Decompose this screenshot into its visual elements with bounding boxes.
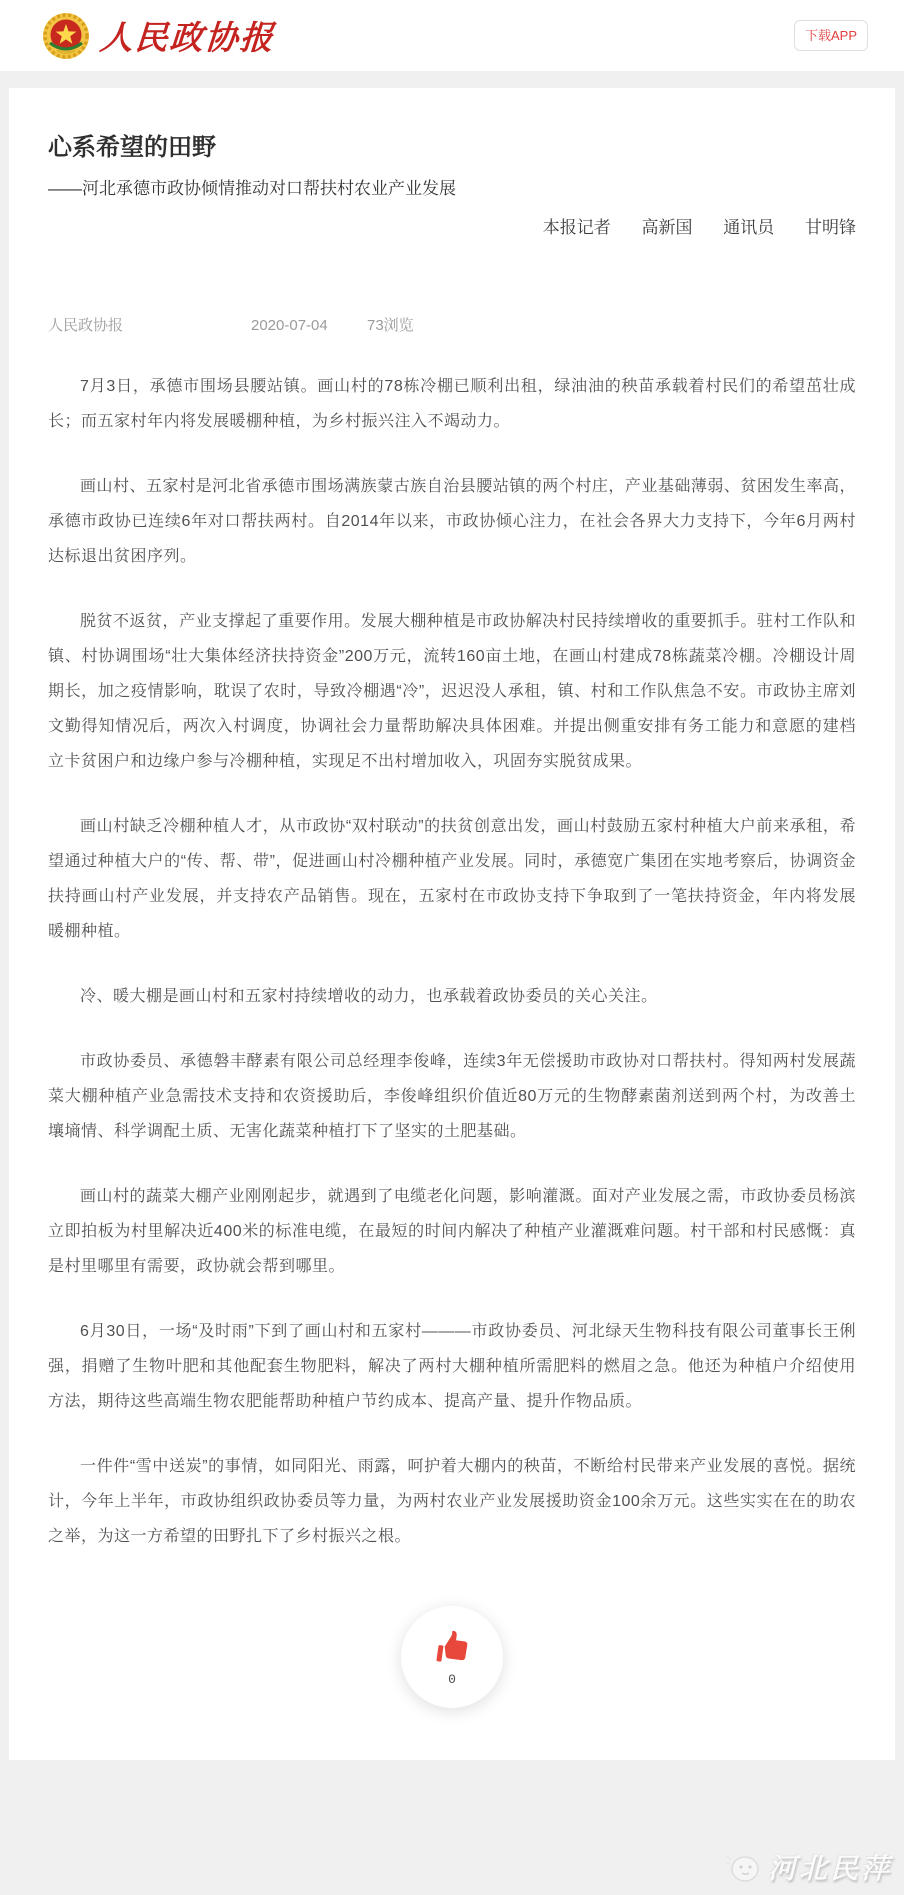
paragraph: 一件件“雪中送炭”的事情，如同阳光、雨露，呵护着大棚内的秧苗，不断给村民带来产业发展的喜悦。据统计，今年上半年，市政协组织政协委员等力量，为两村农业产业发展援助资金100余万元。这些实实在在的助农之举，为这一方希望的田野扎下了乡村振兴之根。 (48, 1458, 856, 1546)
paragraph: 市政协委员、承德磐丰酵素有限公司总经理李俊峰，连续3年无偿援助市政协对口帮扶村。得知两村发展蔬菜大棚种植产业急需技术支持和农资援助后，李俊峰组织价值近80万元的生物酵素菌剂送到两个村，为改善土壤墒情、科学调配土质、无害化蔬菜种植打下了坚实的土肥基础。 (48, 1053, 856, 1141)
thumbs-up-icon (432, 1627, 472, 1667)
paragraph: 画山村、五家村是河北省承德市围场满族蒙古族自治县腰站镇的两个村庄，产业基础薄弱、贫困发生率高，承德市政协已连续6年对口帮扶两村。自2014年以来，市政协倾心注力，在社会各界大力支持下，今年6月两村达标退出贫困序列。 (48, 478, 856, 566)
byline-reporter-name: 高新国 (641, 218, 693, 238)
paragraph: 冷、暖大棚是画山村和五家村持续增收的动力，也承载着政协委员的关心关注。 (80, 988, 658, 1006)
app-header (0, 0, 904, 71)
paragraph: 画山村缺乏冷棚种植人才，从市政协“双村联动”的扶贫创意出发，画山村鼓励五家村种植大户前来承租，希望通过种植大户的“传、帮、带”，促进画山村冷棚种植产业发展。同时，承德宽广集团在实地考察后，协调资金扶持画山村产业发展，并支持农产品销售。现在，五家村在市政协支持下争取到了一笔扶持资金，年内将发展暖棚种植。 (48, 818, 856, 941)
meta-date: 2020-07-04 (251, 317, 328, 335)
page-footer (0, 1760, 904, 1895)
meta-row (48, 314, 856, 335)
paragraph: 6月30日，一场“及时雨”下到了画山村和五家村———市政协委员、河北绿天生物科技有限公司董事长王俐强，捐赠了生物叶肥和其他配套生物肥料，解决了两村大棚种植所需肥料的燃眉之急。他还为种植户介绍使用方法，期待这些高端生物农肥能帮助种植户节约成本、提高产量、提升作物品质。 (48, 1323, 856, 1411)
watermark (723, 1847, 892, 1887)
paragraph: 7月3日，承德市围场县腰站镇。画山村的78栋冷棚已顺利出租，绿油油的秧苗承载着村民们的希望茁壮成长；而五家村年内将发展暖棚种植，为乡村振兴注入不竭动力。 (48, 378, 856, 431)
brand-logo[interactable] (42, 12, 275, 60)
article-body (48, 369, 856, 1554)
article-subtitle: ——河北承德市政协倾情推动对口帮扶村农业产业发展 (48, 179, 456, 199)
paragraph: 脱贫不返贫，产业支撑起了重要作用。发展大棚种植是市政协解决村民持续增收的重要抓手。驻村工作队和镇、村协调围场“壮大集体经济扶持资金”200万元，流转160亩土地，在画山村建成78栋蔬菜冷棚。冷棚设计周期长，加之疫情影响，耽误了农时，导致冷棚遇“冷”，迟迟没人承租，镇、村和工作队焦急不安。市政协主席刘文勤得知情况后，两次入村调度，协调社会力量帮助解决具体困难。并提出侧重安排有务工能力和意愿的建档立卡贫困户和边缘户参与冷棚种植，实现足不出村增加收入，巩固夯实脱贫成果。 (48, 613, 856, 771)
like-button[interactable] (401, 1606, 503, 1708)
mascot-face-icon (723, 1850, 763, 1884)
paragraph: 画山村的蔬菜大棚产业刚刚起步，就遇到了电缆老化问题，影响灌溉。面对产业发展之需，市政协委员杨滨立即拍板为村里解决近400米的标准电缆，在最短的时间内解决了种植产业灌溉难问题。村干部和村民感慨：真是村里哪里有需要，政协就会帮到哪里。 (48, 1188, 856, 1276)
like-section (48, 1606, 856, 1708)
cppcc-emblem-icon (42, 12, 90, 60)
meta-source: 人民政协报 (48, 317, 124, 335)
article-title: 心系希望的田野 (48, 134, 216, 161)
brand-name: 人民政协报 (98, 19, 277, 56)
article-card (9, 88, 895, 1760)
byline-correspondent-name: 甘明锋 (805, 218, 856, 238)
download-app-button[interactable]: 下载APP (794, 20, 868, 51)
watermark-text: 河北民萍 (767, 1853, 892, 1885)
byline-reporter-label: 本报记者 (542, 218, 611, 238)
byline (48, 213, 856, 238)
meta-view-count: 73浏览 (367, 317, 414, 335)
like-count: 0 (448, 1672, 456, 1688)
byline-correspondent-label: 通讯员 (723, 218, 775, 238)
